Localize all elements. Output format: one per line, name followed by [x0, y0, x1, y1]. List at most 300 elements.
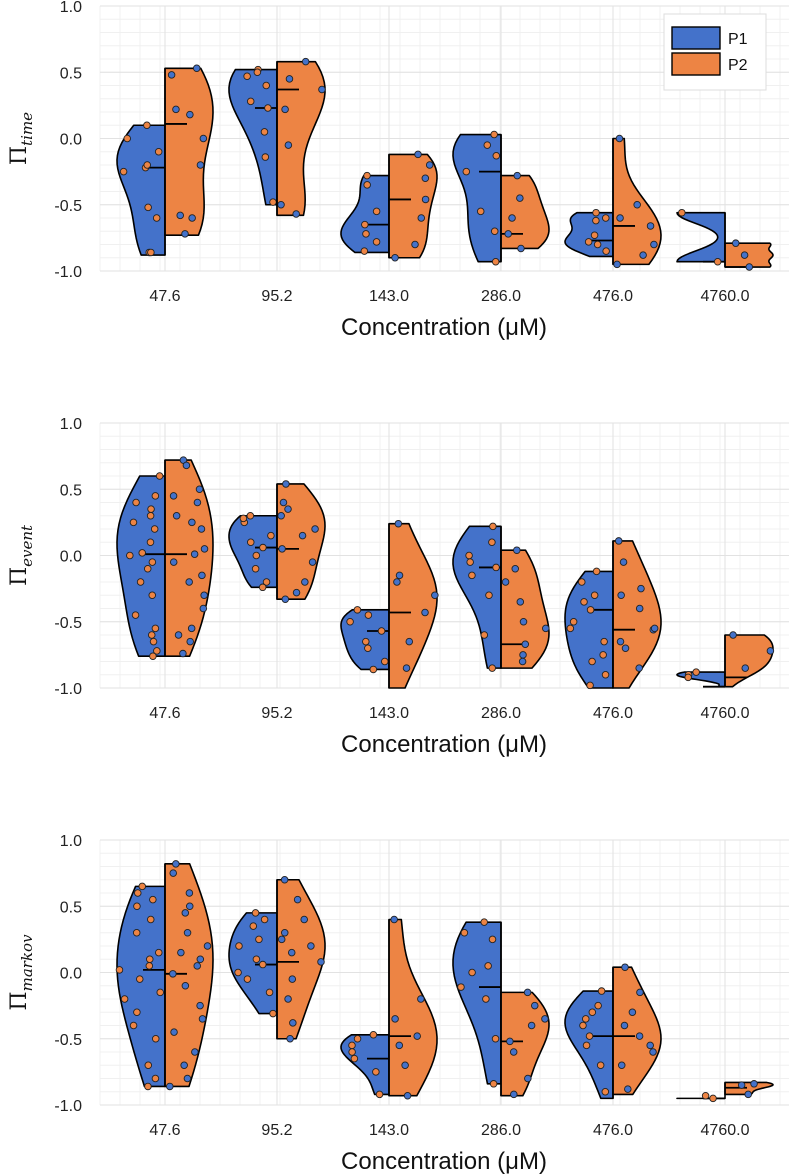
- data-point-p2: [278, 936, 285, 943]
- data-point-p1: [477, 208, 484, 215]
- data-point-p1: [121, 996, 128, 1003]
- x-tick-label: 143.0: [368, 288, 410, 305]
- data-point-p2: [308, 943, 315, 950]
- data-point-p1: [268, 532, 275, 539]
- data-point-p2: [620, 559, 627, 566]
- data-point-p1: [578, 579, 585, 586]
- data-point-p1: [363, 231, 370, 238]
- data-point-p2: [651, 241, 658, 248]
- data-point-p1: [351, 1055, 358, 1062]
- data-point-p1: [124, 135, 131, 142]
- data-point-p2: [505, 231, 512, 238]
- data-point-p1: [481, 919, 488, 926]
- data-point-p1: [130, 519, 137, 526]
- data-point-p2: [299, 532, 306, 539]
- y-axis-label: [7, 524, 36, 586]
- x-tick-label: 47.6: [149, 288, 181, 305]
- data-point-p2: [432, 592, 439, 599]
- y-tick-label: -1.0: [54, 681, 82, 698]
- data-point-p2: [170, 493, 177, 500]
- y-tick-label: 0.5: [59, 482, 82, 500]
- data-point-p2: [634, 201, 641, 208]
- data-point-p1: [260, 544, 267, 551]
- y-tick-label: 0.0: [59, 965, 82, 983]
- data-point-p2: [418, 215, 425, 222]
- data-point-p2: [629, 1009, 636, 1016]
- data-point-p1: [486, 592, 493, 599]
- data-point-p2: [301, 916, 308, 923]
- x-tick-label: 95.2: [261, 288, 293, 305]
- data-point-p2: [520, 652, 527, 659]
- data-point-p1: [134, 903, 141, 910]
- panel-1: [7, 0, 789, 341]
- data-point-p2: [188, 625, 195, 632]
- data-point-p1: [587, 607, 594, 614]
- data-point-p2: [636, 605, 643, 612]
- data-point-p2: [170, 870, 177, 877]
- y-axis-label-subscript: event: [18, 524, 36, 567]
- x-tick-label: 47.6: [149, 1122, 181, 1139]
- data-point-p1: [567, 625, 574, 632]
- x-axis-label: Concentration (μM): [341, 1148, 547, 1175]
- data-point-p1: [146, 963, 153, 970]
- data-point-p2: [201, 592, 208, 599]
- data-point-p1: [151, 526, 158, 533]
- data-point-p1: [132, 612, 139, 619]
- data-point-p2: [171, 1029, 178, 1036]
- data-point-p1: [152, 1035, 159, 1042]
- data-point-p1: [373, 1069, 380, 1076]
- y-tick-label: -0.5: [54, 197, 82, 215]
- data-point-p2: [181, 1062, 188, 1069]
- data-point-p1: [467, 559, 474, 566]
- data-point-p2: [406, 638, 413, 645]
- data-point-p2: [204, 943, 211, 950]
- data-point-p2: [412, 241, 419, 248]
- x-tick-label: 286.0: [480, 288, 522, 305]
- data-point-p2: [290, 1020, 297, 1027]
- data-point-p2: [426, 162, 433, 169]
- data-point-p1: [354, 1035, 361, 1042]
- y-axis-label: [7, 112, 36, 165]
- data-point-p2: [418, 996, 425, 1003]
- data-point-p2: [166, 1083, 173, 1090]
- data-point-p2: [746, 264, 753, 271]
- data-point-p1: [376, 1091, 383, 1098]
- data-point-p2: [396, 1042, 403, 1049]
- data-point-p1: [116, 967, 123, 974]
- data-point-p2: [184, 1075, 191, 1082]
- data-point-p2: [192, 1049, 199, 1056]
- data-point-p2: [403, 665, 410, 672]
- data-point-p1: [469, 969, 476, 976]
- data-point-p2: [293, 211, 300, 218]
- data-point-p2: [285, 506, 292, 513]
- y-tick-label: 0.5: [59, 899, 82, 917]
- y-axis-label-symbol: Π: [7, 145, 32, 166]
- y-axis-label-subscript: markov: [18, 934, 36, 992]
- violin-p1-47.6: [117, 125, 165, 255]
- data-point-p2: [616, 135, 623, 142]
- data-point-p1: [137, 579, 144, 586]
- data-point-p2: [394, 579, 401, 586]
- data-point-p1: [489, 665, 496, 672]
- data-point-p2: [177, 212, 184, 219]
- data-point-p1: [483, 996, 490, 1003]
- violin-p1-47.6: [117, 886, 165, 1086]
- data-point-p2: [191, 551, 198, 558]
- data-point-p1: [702, 1092, 709, 1099]
- data-point-p1: [147, 539, 154, 546]
- data-point-p2: [514, 172, 521, 179]
- data-point-p1: [466, 552, 473, 559]
- data-point-p1: [133, 929, 140, 936]
- data-point-p2: [186, 903, 193, 910]
- data-point-p1: [580, 1022, 587, 1029]
- violin-p2-143.0: [389, 524, 437, 688]
- y-tick-label: -0.5: [54, 614, 82, 632]
- data-point-p2: [520, 618, 527, 625]
- data-point-p1: [150, 896, 157, 903]
- data-point-p1: [378, 628, 385, 635]
- data-point-p2: [392, 1016, 399, 1023]
- x-tick-label: 143.0: [368, 705, 410, 722]
- data-point-p2: [182, 231, 189, 238]
- data-point-p2: [528, 1022, 535, 1029]
- data-point-p1: [458, 984, 465, 991]
- data-point-p1: [266, 989, 273, 996]
- data-point-p1: [247, 539, 254, 546]
- data-point-p2: [618, 592, 625, 599]
- violin-p2-4760.0: [725, 635, 773, 687]
- data-point-p2: [280, 499, 287, 506]
- data-point-p1: [603, 248, 610, 255]
- data-point-p1: [593, 568, 600, 575]
- data-point-p1: [461, 929, 468, 936]
- violin-p1-143.0: [341, 1035, 389, 1095]
- data-point-p2: [187, 638, 194, 645]
- data-point-p1: [373, 239, 380, 246]
- data-point-p1: [263, 82, 270, 89]
- data-point-p1: [259, 961, 266, 968]
- x-tick-label: 143.0: [368, 1122, 410, 1139]
- data-point-p1: [265, 105, 272, 112]
- x-tick-label: 286.0: [480, 1122, 522, 1139]
- data-point-p2: [201, 546, 208, 553]
- data-point-p2: [741, 252, 748, 259]
- data-point-p1: [492, 1035, 499, 1042]
- data-point-p1: [139, 883, 146, 890]
- data-point-p2: [651, 625, 658, 632]
- data-point-p1: [381, 658, 388, 665]
- data-point-p1: [589, 658, 596, 665]
- data-point-p2: [283, 481, 290, 488]
- data-point-p1: [679, 209, 686, 216]
- data-point-p1: [244, 976, 251, 983]
- data-point-p2: [312, 526, 319, 533]
- data-point-p1: [595, 1002, 602, 1009]
- data-point-p2: [638, 585, 645, 592]
- data-point-p1: [593, 209, 600, 216]
- data-point-p2: [182, 982, 189, 989]
- data-point-p2: [198, 526, 205, 533]
- data-point-p1: [250, 923, 257, 930]
- data-point-p1: [236, 943, 243, 950]
- data-point-p1: [354, 607, 361, 614]
- data-point-p1: [144, 122, 151, 129]
- data-point-p1: [589, 1009, 596, 1016]
- data-point-p2: [282, 596, 289, 603]
- data-point-p2: [621, 1022, 628, 1029]
- data-point-p1: [485, 963, 492, 970]
- data-point-p1: [127, 552, 134, 559]
- y-tick-label: -0.5: [54, 1031, 82, 1049]
- data-point-p2: [189, 215, 196, 222]
- data-point-p2: [647, 223, 654, 230]
- data-point-p1: [364, 182, 371, 189]
- data-point-p2: [392, 254, 399, 261]
- data-point-p1: [361, 248, 368, 255]
- x-tick-label: 47.6: [149, 705, 181, 722]
- data-point-p2: [751, 1081, 758, 1088]
- legend-label-p1: P1: [728, 31, 748, 48]
- y-tick-label: -1.0: [54, 1098, 82, 1115]
- y-tick-label: 0.5: [59, 65, 82, 83]
- data-point-p1: [597, 1062, 604, 1069]
- data-point-p1: [150, 638, 157, 645]
- data-point-p1: [364, 172, 371, 179]
- violin-p2-47.6: [165, 68, 213, 235]
- data-point-p2: [186, 890, 193, 897]
- data-point-p2: [318, 959, 325, 966]
- data-point-p1: [270, 199, 277, 206]
- data-point-p1: [153, 215, 160, 222]
- violin-p1-4760.0: [677, 213, 725, 262]
- data-point-p1: [270, 1010, 277, 1017]
- data-point-p2: [414, 1033, 421, 1040]
- data-point-p1: [152, 625, 159, 632]
- data-point-p1: [240, 515, 247, 522]
- y-tick-label: 1.0: [59, 416, 82, 433]
- data-point-p2: [199, 572, 206, 579]
- data-point-p1: [252, 565, 259, 572]
- data-point-p2: [402, 1062, 409, 1069]
- data-point-p1: [349, 1042, 356, 1049]
- data-point-p2: [742, 665, 749, 672]
- data-point-p1: [136, 976, 143, 983]
- data-point-p2: [617, 215, 624, 222]
- data-point-p1: [583, 1042, 590, 1049]
- x-tick-label: 4760.0: [700, 1122, 750, 1139]
- data-point-p2: [278, 201, 285, 208]
- data-point-p2: [319, 86, 326, 93]
- data-point-p1: [594, 241, 601, 248]
- data-point-p2: [524, 989, 531, 996]
- data-point-p1: [133, 499, 140, 506]
- data-point-p2: [510, 1049, 517, 1056]
- data-point-p2: [512, 565, 519, 572]
- data-point-p1: [602, 215, 609, 222]
- data-point-p2: [637, 989, 644, 996]
- data-point-p1: [493, 152, 500, 159]
- data-point-p1: [254, 69, 261, 76]
- data-point-p1: [491, 131, 498, 138]
- data-point-p1: [365, 612, 372, 619]
- data-point-p2: [281, 876, 288, 883]
- data-point-p1: [134, 890, 141, 897]
- data-point-p1: [370, 666, 377, 673]
- data-point-p1: [149, 559, 156, 566]
- x-tick-label: 286.0: [480, 705, 522, 722]
- data-point-p2: [615, 538, 622, 545]
- data-point-p2: [184, 929, 191, 936]
- data-point-p1: [247, 512, 254, 519]
- data-point-p1: [490, 523, 497, 530]
- data-point-p2: [422, 196, 429, 203]
- data-point-p1: [139, 550, 146, 557]
- data-point-p1: [587, 682, 594, 689]
- data-point-p2: [173, 106, 180, 113]
- data-point-p2: [197, 1002, 204, 1009]
- data-point-p1: [149, 592, 156, 599]
- x-tick-label: 476.0: [592, 1122, 634, 1139]
- data-point-p1: [155, 148, 162, 155]
- data-point-p1: [601, 638, 608, 645]
- data-point-p2: [175, 632, 182, 639]
- data-point-p1: [146, 956, 153, 963]
- y-tick-label: 1.0: [59, 833, 82, 850]
- x-tick-label: 95.2: [261, 1122, 293, 1139]
- data-point-p1: [685, 674, 692, 681]
- data-point-p2: [738, 1082, 745, 1089]
- data-point-p1: [598, 988, 605, 995]
- data-point-p2: [617, 638, 624, 645]
- data-point-p2: [636, 1033, 643, 1040]
- data-point-p2: [183, 462, 190, 469]
- data-point-p2: [502, 579, 509, 586]
- violin-p2-476.0: [613, 967, 661, 1094]
- panel-3: [7, 833, 789, 1175]
- data-point-p1: [147, 916, 154, 923]
- data-point-p1: [714, 258, 721, 265]
- data-point-p2: [182, 910, 189, 917]
- data-point-p1: [373, 208, 380, 215]
- data-point-p1: [582, 1016, 589, 1023]
- data-point-p1: [484, 142, 491, 149]
- data-point-p2: [193, 65, 200, 72]
- data-point-p1: [156, 473, 163, 480]
- data-point-p1: [593, 217, 600, 224]
- data-point-p2: [294, 896, 301, 903]
- x-axis-label: Concentration (μM): [341, 731, 547, 758]
- data-point-p1: [259, 584, 266, 591]
- data-point-p2: [286, 76, 293, 83]
- data-point-p1: [120, 168, 127, 175]
- data-point-p1: [362, 638, 369, 645]
- data-point-p1: [570, 618, 577, 625]
- data-point-p2: [519, 658, 526, 665]
- data-point-p2: [173, 512, 180, 519]
- data-point-p2: [522, 641, 529, 648]
- data-point-p2: [293, 589, 300, 596]
- data-point-p1: [235, 969, 242, 976]
- data-point-p2: [422, 609, 429, 616]
- data-point-p1: [253, 552, 260, 559]
- data-point-p2: [636, 665, 643, 672]
- data-point-p1: [586, 1033, 593, 1040]
- data-point-p2: [196, 486, 203, 493]
- data-point-p1: [489, 539, 496, 546]
- data-point-p2: [730, 632, 737, 639]
- violin-p2-286.0: [501, 550, 549, 668]
- data-point-p2: [732, 240, 739, 247]
- data-point-p1: [602, 671, 609, 678]
- data-point-p2: [509, 215, 516, 222]
- data-point-p2: [281, 929, 288, 936]
- y-axis-label-subscript: time: [18, 111, 36, 146]
- data-point-p2: [186, 579, 193, 586]
- y-axis-label-symbol: Π: [7, 991, 32, 1011]
- x-tick-label: 4760.0: [700, 705, 750, 722]
- data-point-p2: [200, 605, 207, 612]
- data-point-p2: [302, 58, 309, 65]
- data-point-p1: [244, 73, 251, 80]
- data-point-p1: [145, 1062, 152, 1069]
- data-point-p1: [591, 232, 598, 239]
- data-point-p1: [370, 1031, 377, 1038]
- data-point-p2: [187, 111, 194, 118]
- data-point-p2: [625, 1086, 632, 1093]
- data-point-p1: [252, 910, 259, 917]
- x-tick-label: 4760.0: [700, 288, 750, 305]
- data-point-p1: [349, 1049, 356, 1056]
- data-point-p2: [542, 1016, 549, 1023]
- data-point-p2: [395, 520, 402, 527]
- data-point-p2: [422, 175, 429, 182]
- y-axis-label-symbol: Π: [7, 566, 32, 587]
- data-point-p2: [200, 135, 207, 142]
- violin-p1-95.2: [229, 70, 277, 205]
- data-point-p2: [279, 546, 286, 553]
- violin-p1-4760.0: [677, 672, 725, 687]
- data-point-p1: [130, 1022, 137, 1029]
- data-point-p2: [170, 971, 177, 978]
- data-point-p2: [178, 949, 185, 956]
- legend-box: [664, 14, 766, 90]
- data-point-p2: [278, 512, 285, 519]
- legend-label-p2: P2: [728, 57, 748, 74]
- data-point-p1: [493, 564, 500, 571]
- data-point-p2: [647, 1042, 654, 1049]
- data-point-p2: [194, 499, 201, 506]
- data-point-p1: [155, 949, 162, 956]
- data-point-p1: [489, 936, 496, 943]
- data-point-p2: [525, 1075, 532, 1082]
- data-point-p1: [144, 162, 151, 169]
- data-point-p2: [287, 1035, 294, 1042]
- data-point-p2: [640, 252, 647, 259]
- data-point-p1: [693, 669, 700, 676]
- y-tick-label: -1.0: [54, 264, 82, 281]
- data-point-p1: [469, 572, 476, 579]
- data-point-p2: [285, 996, 292, 1003]
- data-point-p1: [147, 512, 154, 519]
- data-point-p2: [282, 106, 289, 113]
- x-tick-label: 476.0: [592, 288, 634, 305]
- legend: [664, 14, 766, 90]
- data-point-p2: [199, 1016, 206, 1023]
- panel-2: [7, 416, 789, 758]
